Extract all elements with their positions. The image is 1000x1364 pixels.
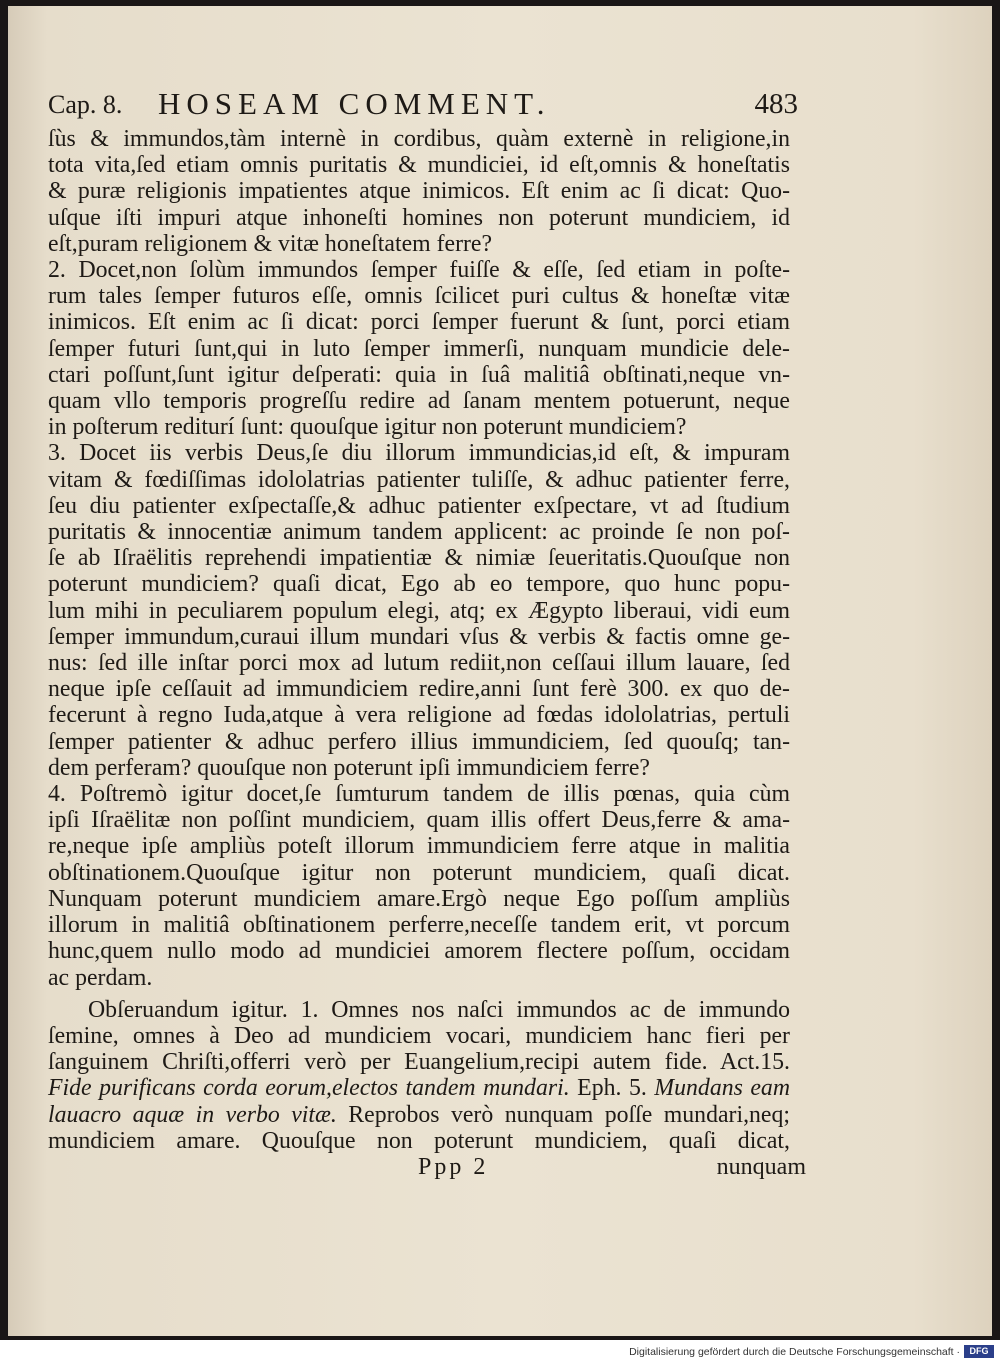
text-line: tota vita,ſed etiam omnis puritatis & mundiciei, id eſt,omnis & honeſtatis: [48, 152, 790, 179]
text-line: in poſterum rediturí ſunt: quouſque igitur non poterunt mundiciem?: [48, 414, 687, 441]
scripture-quote: Fide purificans corda eorum,electos tandem mundari.: [48, 1075, 570, 1102]
body-text: [48, 126, 790, 1154]
text-line: ctari poſſunt,ſunt igitur deſperati: quia in ſuâ malitiâ obſtinati,neque vn-: [48, 361, 790, 388]
text-line-mixed: [48, 1102, 790, 1128]
text-line: ac perdam.: [48, 964, 153, 991]
text-line: puritatis & innocentiæ animum tandem applicent: ac proinde ſe non poſ-: [48, 519, 790, 546]
text-line: neque ipſe ceſſauit ad immundiciem redire,anni ſunt ferè 300. ex quo de-: [48, 676, 790, 703]
text-line: inimicos. Eſt enim ac ſi dicat: porci ſemper fuerunt & ſunt, porci etiam: [48, 309, 790, 336]
text-line: ſemper immundum,curaui illum mundari vſus & verbis & factis omne ge-: [48, 623, 790, 650]
text-line: ſemper futuri ſunt,qui in luto ſemper immerſi, nunquam mundicie dele-: [48, 335, 790, 362]
page-footer: [48, 1153, 806, 1184]
text-line: 4. Poſtremò igitur docet,ſe ſumturum tandem de illis pœnas, quia cùm: [48, 781, 790, 808]
text-line: quam vllo temporis progreſſu redire ad ſanam mentem potuerunt, neque: [48, 388, 790, 415]
text-line: nus: ſed ille inſtar porci mox ad lutum rediit,non ceſſaui illum lauare, ſed: [48, 650, 790, 677]
text-line-mixed: [48, 1075, 790, 1101]
text-line: ſemine, omnes à Deo ad mundiciem vocari, mundiciem hanc fieri per: [48, 1022, 790, 1049]
text-line: mundiciem amare. Quouſque non poterunt mundiciem, quaſi dicat,: [48, 1127, 790, 1154]
scripture-quote: Mundans eam: [654, 1075, 791, 1102]
text-line: rum tales ſemper futuros eſſe, omnis ſcilicet puri cultus & honeſtæ vitæ: [48, 283, 790, 310]
page-header: [48, 86, 798, 126]
text-line: 2. Docet,non ſolùm immundos ſemper fuiſſe & eſſe, ſed etiam in poſte-: [48, 257, 790, 284]
catchword: nunquam: [716, 1153, 806, 1180]
text-line: illorum in malitiâ obſtinationem perferre,neceſſe tandem erit, vt porcum: [48, 912, 790, 939]
running-title: HOSEAM COMMENT.: [158, 86, 551, 121]
text-line: ipſi Iſraëlitæ non poſſint mundiciem, quam illis offert Deus,ferre & ama-: [48, 807, 790, 834]
text-line: dem perferam? quouſque non poterunt ipſi immundiciem ferre?: [48, 754, 650, 781]
text-line: lum mihi in peculiarem populum elegi, atq; ex Ægypto liberaui, vidi eum: [48, 597, 790, 624]
text-line: 3. Docet iis verbis Deus,ſe diu illorum immundicias,id eſt, & impuram: [48, 440, 790, 467]
text-line: ſùs & immundos,tàm internè in cordibus, quàm externè in religione,in: [48, 126, 790, 152]
text-line: ſeu diu patienter exſpectaſſe,& adhuc patienter exſpectare, vt ad ſtudium: [48, 492, 790, 519]
text-line: ſe ab Iſraëlitis reprehendi impatientiæ & nimiæ ſeueritatis.Quouſque non: [48, 545, 790, 572]
text-run: Reprobos verò nunquam poſſe mundari,neq;: [336, 1101, 790, 1128]
text-line: ſanguinem Chriſti,offerri verò per Euangelium,recipi autem fide. Act.15.: [48, 1049, 790, 1076]
text-line: re,neque ipſe ampliùs poteſt illorum immundiciem ferre atque in malitia: [48, 833, 790, 860]
funding-notice: Digitalisierung gefördert durch die Deutsche Forschungsgemeinschaft ·: [629, 1346, 960, 1358]
text-line: & puræ religionis impatientes atque inimicos. Eſt enim ac ſi dicat: Quo-: [48, 178, 790, 205]
scripture-quote: lauacro aquæ in verbo vitæ.: [48, 1101, 337, 1128]
text-line: uſque iſti impuri atque inhoneſti homines non poterunt mundiciem, id: [48, 204, 790, 231]
text-line: vitam & fœdiſſimas idololatrias patienter tuliſſe, & adhuc patienter ferre,: [48, 466, 790, 493]
book-page: [8, 6, 992, 1336]
text-line: Nunquam poterunt mundiciem amare.Ergò neque Ego poſſum ampliùs: [48, 885, 790, 912]
signature-mark: Ppp 2: [418, 1153, 489, 1180]
text-line: hunc,quem nullo modo ad mundiciei amorem flectere poſſum, occidam: [48, 938, 790, 965]
text-line: fecerunt à regno Iuda,atque à vera religione ad fœdas idololatrias, pertuli: [48, 702, 790, 729]
page-number: 483: [754, 88, 798, 120]
chapter-label: Cap. 8.: [48, 90, 123, 119]
text-line: eſt,puram religionem & vitæ honeſtatem ferre?: [48, 230, 493, 257]
text-line: ſemper patienter & adhuc perfero illius immundiciem, ſed quouſq; tan-: [48, 728, 790, 755]
page-content: [48, 86, 806, 1184]
scripture-reference: Eph. 5.: [569, 1075, 655, 1102]
text-line: obſtinationem.Quouſque igitur non poterunt mundiciem, quaſi dicat.: [48, 859, 790, 886]
funding-bar: [0, 1340, 1000, 1364]
dfg-logo: DFG: [964, 1345, 994, 1358]
text-line: poterunt mundiciem? quaſi dicat, Ego ab eo tempore, quo hunc popu-: [48, 571, 790, 598]
text-line: Obſeruandum igitur. 1. Omnes nos naſci immundos ac de immundo: [88, 996, 790, 1023]
